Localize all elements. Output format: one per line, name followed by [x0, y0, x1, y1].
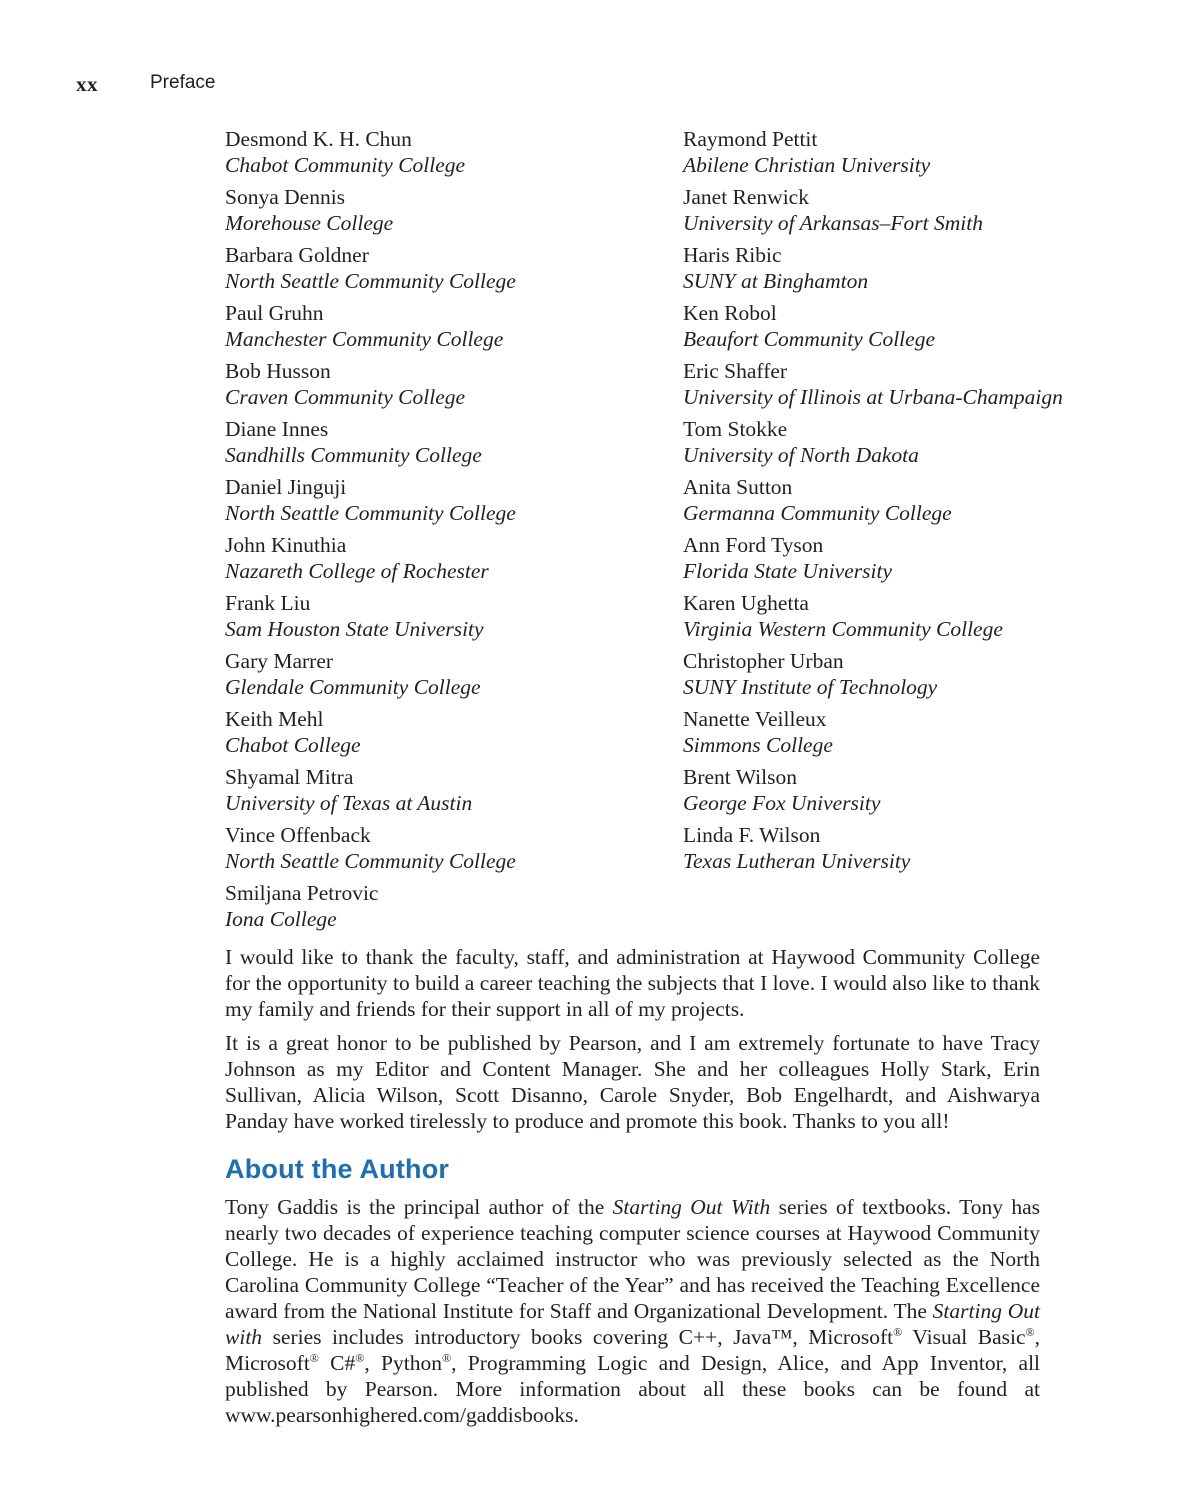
bio-text: , Python	[364, 1351, 442, 1375]
section-heading: About the Author	[225, 1154, 450, 1184]
registered-mark: ®	[309, 1350, 319, 1365]
reviewer-entry	[225, 358, 665, 410]
registered-mark: ®	[1025, 1324, 1035, 1339]
reviewer-entry	[683, 474, 1123, 526]
reviewer-school: Sandhills Community College	[225, 443, 482, 467]
reviewer-entry	[225, 416, 665, 468]
reviewer-entry	[683, 242, 1123, 294]
reviewer-entry	[225, 532, 665, 584]
reviewer-entry	[225, 590, 665, 642]
reviewer-school: George Fox University	[683, 791, 881, 815]
reviewer-school: Simmons College	[683, 733, 833, 757]
reviewer-entry	[683, 706, 1123, 758]
reviewer-name: Diane Innes	[225, 417, 329, 441]
reviewer-entry	[225, 706, 665, 758]
reviewer-name: Nanette Veilleux	[683, 707, 827, 731]
reviewer-entry	[683, 300, 1123, 352]
bio-text: series of textbooks. Tony has nearly two decades of experience teaching computer science courses at Haywood Community College. He is a highly acclaimed instructor who was previously selected as the North Carolina Community College “Teacher of the Year” and has received the Teaching Excellence award from the National Institute for Staff and Organizational Development. The	[225, 1195, 1040, 1323]
reviewer-school: North Seattle Community College	[225, 501, 516, 525]
running-head: Preface	[150, 72, 216, 93]
reviewer-name: Smiljana Petrovic	[225, 881, 379, 905]
reviewer-column-right	[683, 126, 1123, 880]
reviewer-entry	[683, 764, 1123, 816]
reviewer-school: Craven Community College	[225, 385, 466, 409]
author-bio-paragraph	[225, 1194, 1040, 1428]
reviewer-school: Beaufort Community College	[683, 327, 935, 351]
reviewer-name: Keith Mehl	[225, 707, 324, 731]
reviewer-school: Chabot Community College	[225, 153, 466, 177]
reviewer-entry	[225, 184, 665, 236]
reviewer-entry	[225, 648, 665, 700]
reviewer-entry	[225, 764, 665, 816]
reviewer-entry	[225, 126, 665, 178]
reviewer-name: Desmond K. H. Chun	[225, 127, 412, 151]
reviewer-entry	[225, 880, 665, 932]
reviewer-school: University of Illinois at Urbana-Champaign	[683, 385, 1063, 409]
series-title: Starting Out With	[612, 1195, 771, 1219]
reviewer-name: Anita Sutton	[683, 475, 793, 499]
reviewer-school: Florida State University	[683, 559, 892, 583]
bio-text: C#	[318, 1351, 356, 1375]
reviewer-name: Raymond Pettit	[683, 127, 818, 151]
reviewer-school: Abilene Christian University	[683, 153, 931, 177]
reviewer-name: Sonya Dennis	[225, 185, 346, 209]
reviewer-name: Shyamal Mitra	[225, 765, 354, 789]
reviewer-name: Bob Husson	[225, 359, 331, 383]
reviewer-name: Paul Gruhn	[225, 301, 324, 325]
reviewer-entry	[683, 416, 1123, 468]
reviewer-name: Brent Wilson	[683, 765, 797, 789]
bio-text: Tony Gaddis is the principal author of the	[225, 1195, 613, 1219]
reviewer-name: Eric Shaffer	[683, 359, 788, 383]
reviewer-name: Janet Renwick	[683, 185, 809, 209]
page-header	[76, 72, 476, 100]
reviewer-school: Virginia Western Community College	[683, 617, 1003, 641]
acknowledgment-paragraph: I would like to thank the faculty, staff, and administration at Haywood Community College for the opportunity to build a career teaching the subjects that I love. I would also like to thank my family and friends for their support in all of my projects.	[225, 945, 1040, 1021]
reviewer-column-left	[225, 126, 665, 938]
reviewer-school: University of North Dakota	[683, 443, 919, 467]
reviewer-school: University of Texas at Austin	[225, 791, 473, 815]
reviewer-name: Vince Offenback	[225, 823, 371, 847]
reviewer-entry	[683, 590, 1123, 642]
reviewer-name: Daniel Jinguji	[225, 475, 347, 499]
reviewer-name: Haris Ribic	[683, 243, 782, 267]
reviewer-entry	[225, 242, 665, 294]
reviewer-entry	[225, 822, 665, 874]
acknowledgment-paragraph: It is a great honor to be published by Pearson, and I am extremely fortunate to have Tracy Johnson as my Editor and Content Manager. She and her colleagues Holly Stark, Erin Sullivan, Alicia Wilson, Scott Disanno, Carole Snyder, Bob Engelhardt, and Aishwarya Panday have worked tirelessly to produce and promote this book. Thanks to you all!	[225, 1031, 1040, 1133]
reviewer-entry	[225, 300, 665, 352]
reviewer-school: University of Arkansas–Fort Smith	[683, 211, 983, 235]
reviewer-school: SUNY at Binghamton	[683, 269, 869, 293]
reviewer-name: Frank Liu	[225, 591, 311, 615]
reviewer-name: Tom Stokke	[683, 417, 788, 441]
registered-mark: ®	[893, 1324, 903, 1339]
reviewer-name: Barbara Goldner	[225, 243, 369, 267]
reviewer-entry	[683, 822, 1123, 874]
reviewer-school: Iona College	[225, 907, 337, 931]
registered-mark: ®	[355, 1350, 365, 1365]
reviewer-name: John Kinuthia	[225, 533, 347, 557]
page-number: xx	[76, 72, 98, 96]
reviewer-school: North Seattle Community College	[225, 269, 516, 293]
reviewer-entry	[683, 126, 1123, 178]
reviewer-entry	[683, 358, 1123, 410]
reviewer-school: Chabot College	[225, 733, 361, 757]
reviewer-name: Christopher Urban	[683, 649, 844, 673]
series-title: Starting Out with	[225, 1299, 1040, 1349]
reviewer-name: Karen Ughetta	[683, 591, 809, 615]
reviewer-entry	[683, 648, 1123, 700]
reviewer-school: Manchester Community College	[225, 327, 504, 351]
reviewer-school: Germanna Community College	[683, 501, 952, 525]
reviewer-school: Glendale Community College	[225, 675, 481, 699]
reviewer-name: Linda F. Wilson	[683, 823, 821, 847]
reviewer-school: SUNY Institute of Technology	[683, 675, 938, 699]
reviewer-entry	[225, 474, 665, 526]
reviewer-name: Gary Marrer	[225, 649, 334, 673]
bio-text: , Programming Logic and Design, Alice, and App Inventor, all published by Pearson. More information about all these books can be found at www.pearsonhighered.com/gaddisbooks.	[225, 1351, 1041, 1427]
bio-text: series includes introductory books covering C++, Java™, Microsoft	[262, 1325, 894, 1349]
reviewer-school: Morehouse College	[225, 211, 394, 235]
reviewer-school: Texas Lutheran University	[683, 849, 911, 873]
reviewer-school: Sam Houston State University	[225, 617, 484, 641]
reviewer-school: North Seattle Community College	[225, 849, 516, 873]
reviewer-school: Nazareth College of Rochester	[225, 559, 489, 583]
registered-mark: ®	[441, 1350, 452, 1365]
reviewer-name: Ken Robol	[683, 301, 777, 325]
reviewer-entry	[683, 532, 1123, 584]
bio-text: Visual Basic	[902, 1325, 1026, 1349]
bio-text: , Microsoft	[225, 1325, 1040, 1375]
reviewer-entry	[683, 184, 1123, 236]
reviewer-name: Ann Ford Tyson	[683, 533, 824, 557]
